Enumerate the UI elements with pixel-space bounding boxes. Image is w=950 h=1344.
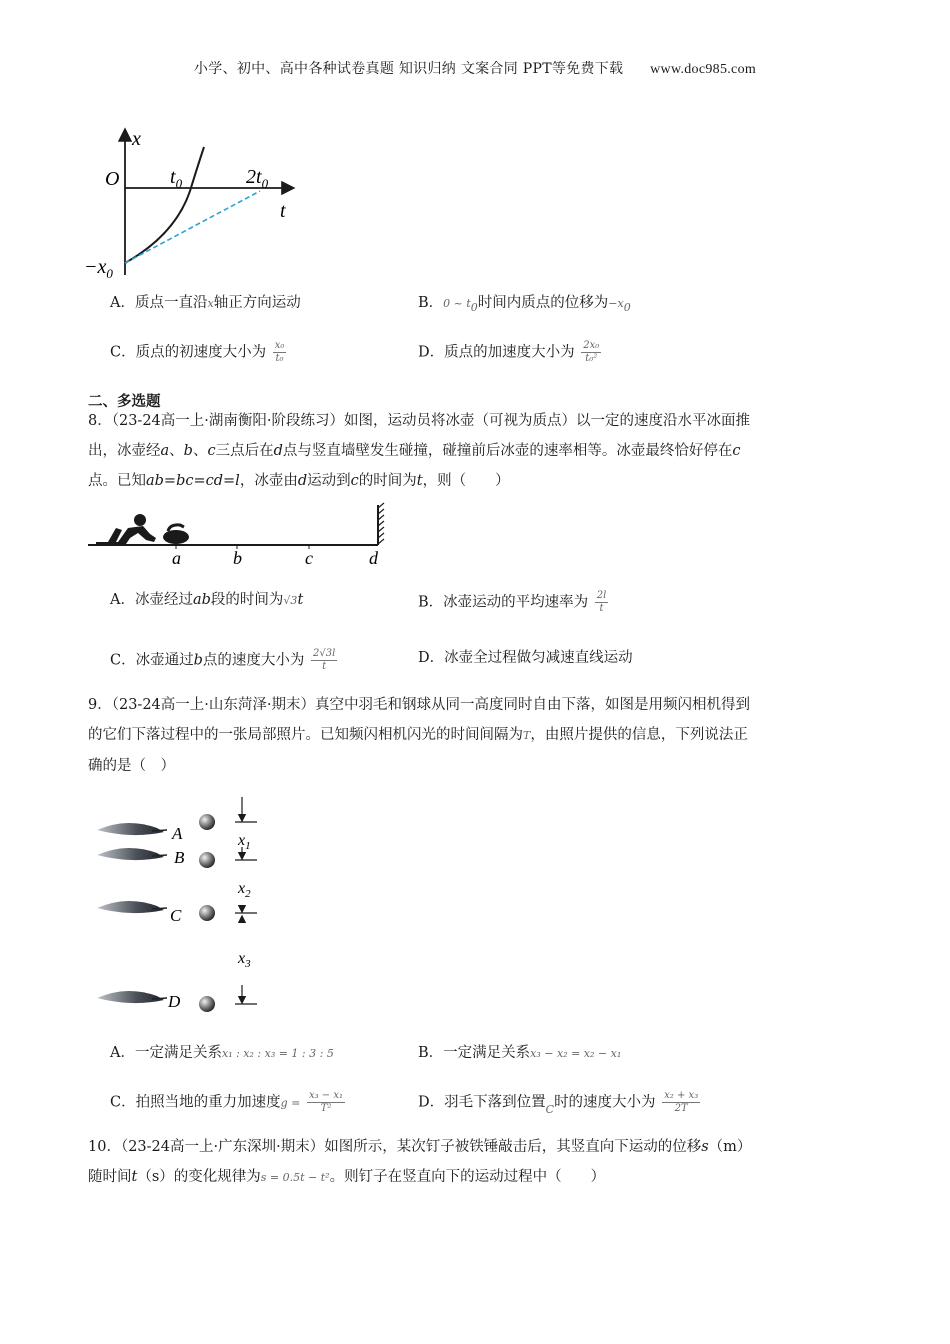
q7-option-a[interactable]: A．质点一直沿x轴正方向运动 [110,295,301,311]
origin-label: O [105,168,120,190]
label-d: d [369,548,378,568]
page-header [0,58,950,78]
q8-option-b[interactable]: B．冰壶运动的平均速率为 $\frac{2l}{t}$ [418,590,607,614]
steel-ball [199,905,215,921]
steel-ball [199,996,215,1012]
q9-option-d[interactable]: D．羽毛下落到位置$_C$时的速度大小为 $\frac{\text{x₂ + x₃}}{2T}$ [418,1090,699,1116]
label-C: C [170,906,182,925]
q8-stem: 8．（23-24高一上·湖南衡阳·阶段练习）如图，运动员将冰壶（可视为质点）以一定的速度沿水平冰面推 出，冰壶经a、b、c三点后在d点与竖直墙壁发生碰撞，碰撞前后冰壶的速率相等。冰壶最终恰好停在c 点。已知ab=bc=cd=l，冰壶由d运动到c的时间为t，则（ ） [88,413,750,489]
curling-stone-icon [163,525,189,544]
q9-option-a[interactable]: A．一定满足关系x₁ : x₂ : x₃ = 1 : 3 : 5 [110,1045,334,1061]
feather-icon [97,901,167,913]
t0-label: $t_0$ [170,166,183,191]
header-url: www.doc985.com [650,62,757,77]
position-curve [125,147,204,263]
tangent-line [125,191,260,263]
label-b: b [233,548,242,568]
q8-option-d[interactable]: D．冰壶全过程做匀减速直线运动 [418,650,633,666]
x3-label: $x_3$ [238,950,251,970]
neg-x0-label: $-x_0$ [84,256,113,280]
q7-option-b[interactable]: B．0 ~ $t_0$时间内质点的位移为$-x_0$ [418,295,631,314]
q8-curling-diagram [88,500,388,568]
fraction: $\frac{2l}{t}$ [596,590,607,614]
q9-stem: 9．（23-24高一上·山东菏泽·期末）真空中羽毛和钢球从同一高度同时自由下落，如图是用频闪相机得到 的它们下落过程中的一张局部照片。已知频闪相机闪光的时间间隔为T，由照片提供的信息，下列说法正 确的是（ ） [88,697,750,774]
label-c: c [305,548,313,568]
fraction: $\frac{\text{x₂ + x₃}}{2T}$ [664,1090,699,1114]
q8-option-a[interactable]: A．冰壶经过ab段的时间为√3t [110,592,304,608]
x1-label: $x_1$ [238,832,251,852]
q7-xt-graph [80,125,310,280]
q8-option-c[interactable]: C．冰壶通过b点的速度大小为 $\frac{2√3l}{t}$ [110,648,336,672]
feather-icon [97,991,167,1003]
measurement-markers [235,797,257,1004]
label-A: A [172,824,183,843]
x2-label: $x_2$ [238,880,251,900]
label-a: a [172,548,181,568]
fraction: $\frac{\text{x₀}}{\text{t₀}}$ [274,340,285,364]
feather-icon [97,848,167,860]
fraction: $\frac{2√3l}{t}$ [313,648,336,672]
two-t0-label: $2t_0$ [246,166,269,191]
header-banner: 小学、初中、高中各种试卷真题 知识归纳 文案合同 PPT等免费下载 [193,61,624,77]
x-axis-label: x [132,128,141,150]
label-D: D [168,992,181,1011]
q7-option-d[interactable]: D．质点的加速度大小为 $\frac{\text{2x₀}}{\text{t₀²}}$ [418,340,600,364]
steel-ball [199,814,215,830]
label-B: B [174,848,185,867]
t-axis-label: t [280,200,286,222]
q9-option-c[interactable]: C．拍照当地的重力加速度g = $\frac{\text{x₃ − x₁}}{\text{T²}}$ [110,1090,344,1114]
fraction: $\frac{\text{2x₀}}{\text{t₀²}}$ [583,340,600,364]
q10-stem: 10．（23-24高一上·广东深圳·期末）如图所示，某次钉子被铁锤敲击后，其竖直向下运动的位移s（m） 随时间t（s）的变化规律为s = 0.5t − t²。则钉子在竖直向下的运动过程中（ ） [88,1139,752,1185]
steel-ball [199,852,215,868]
q9-freefall-diagram [92,795,292,1020]
q9-option-b[interactable]: B．一定满足关系x₃ − x₂ = x₂ − x₁ [418,1045,622,1061]
q7-option-c[interactable]: C．质点的初速度大小为 $\frac{\text{x₀}}{\text{t₀}}$ [110,340,285,364]
athlete-icon [96,514,156,544]
section-title: 二、多选题 [88,393,161,410]
fraction: $\frac{\text{x₃ − x₁}}{\text{T²}}$ [308,1090,344,1114]
feather-icon [97,823,167,835]
